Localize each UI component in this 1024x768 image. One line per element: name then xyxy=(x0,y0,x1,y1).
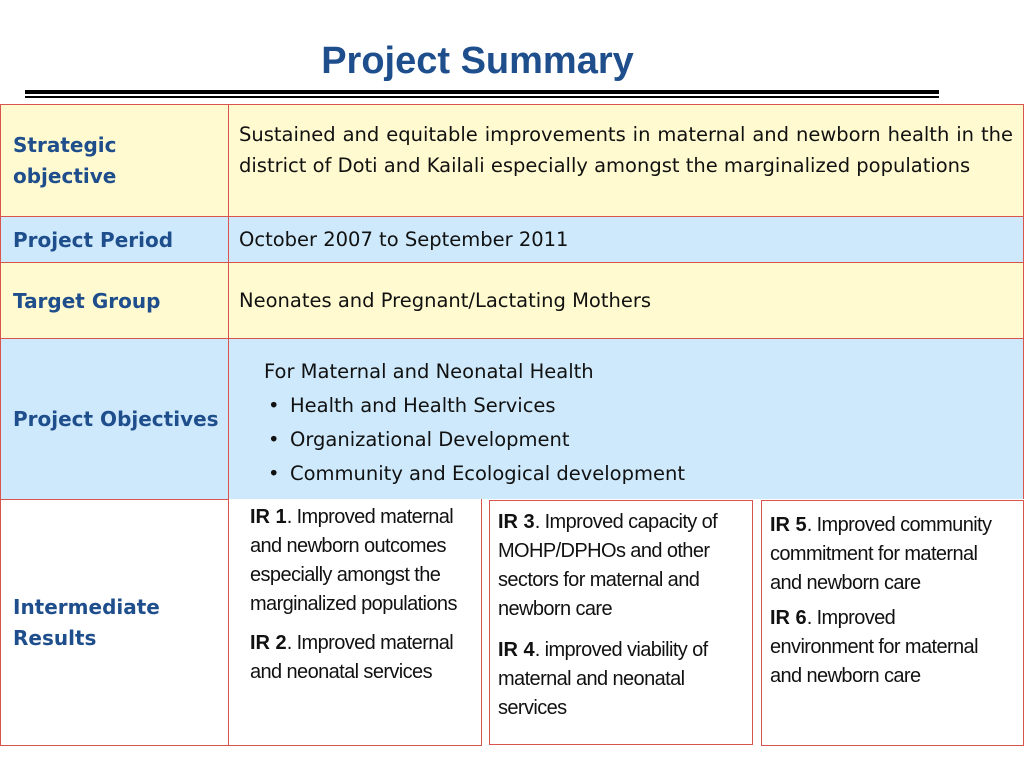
ir-5-id: IR 5 xyxy=(770,514,807,536)
ir-1-id: IR 1 xyxy=(250,506,287,528)
label-intermediate-results xyxy=(0,499,229,746)
label-project-period xyxy=(0,216,229,263)
label-target-group xyxy=(0,262,229,339)
value-target-group xyxy=(228,262,1024,339)
ir-1-text: . Improved maternal and newborn outcomes especially amongst the marginalized populations xyxy=(250,506,457,615)
ir-box-1 xyxy=(228,499,482,746)
ir-2-id: IR 2 xyxy=(250,632,287,654)
page-title: Project Summary xyxy=(321,40,634,82)
label-project-objectives xyxy=(0,338,229,500)
ir-4-text: . improved viability of maternal and neonatal services xyxy=(498,639,708,719)
value-strategic-objective-text: Sustained and equitable improvements in maternal and newborn health in the district of Doti and Kailali especially amongst the marginalized populations xyxy=(239,123,1013,177)
value-strategic-objective xyxy=(228,104,1024,217)
ir-4 xyxy=(498,636,744,723)
ir-box-3 xyxy=(761,500,1024,746)
value-target-group-text: Neonates and Pregnant/Lactating Mothers xyxy=(239,289,652,312)
row-project-period xyxy=(0,216,1024,263)
value-project-period xyxy=(228,216,1024,263)
ir-6 xyxy=(770,604,1001,691)
objective-item: • Health and Health Services xyxy=(264,389,1013,423)
ir-2-text: . Improved maternal and neonatal services xyxy=(250,632,454,683)
label-strategic-objective xyxy=(0,104,229,217)
ir-5 xyxy=(770,511,1001,598)
value-project-objectives xyxy=(228,338,1024,500)
label-strategic-objective-text: Strategic objective xyxy=(13,132,117,188)
row-target-group xyxy=(0,262,1024,339)
row-project-objectives xyxy=(0,338,1024,500)
value-project-period-text: October 2007 to September 2011 xyxy=(239,228,569,251)
label-project-period-text: Project Period xyxy=(13,227,174,252)
objective-item: • Organizational Development xyxy=(264,423,1013,457)
title-rule-thin xyxy=(25,96,939,98)
ir-3-id: IR 3 xyxy=(498,511,535,533)
ir-3 xyxy=(498,508,744,624)
ir-5-text: . Improved community commitment for maternal and newborn care xyxy=(770,514,992,594)
objective-item: • Community and Ecological development xyxy=(264,457,1013,491)
ir-6-text: . Improved environment for maternal and newborn care xyxy=(770,607,978,687)
label-intermediate-results-text: Intermediate Results xyxy=(13,594,160,650)
ir-1 xyxy=(250,503,473,619)
ir-4-id: IR 4 xyxy=(498,639,535,661)
label-project-objectives-text: Project Objectives xyxy=(13,407,219,431)
ir-6-id: IR 6 xyxy=(770,607,807,629)
objectives-list xyxy=(264,389,1013,491)
ir-box-2 xyxy=(489,500,753,745)
row-strategic-objective xyxy=(0,104,1024,217)
label-target-group-text: Target Group xyxy=(13,288,161,313)
ir-3-text: . Improved capacity of MOHP/DPHOs and other sectors for maternal and newborn care xyxy=(498,511,718,620)
objectives-heading: For Maternal and Neonatal Health xyxy=(264,360,594,383)
ir-2 xyxy=(250,629,473,687)
title-rule-thick xyxy=(25,90,939,94)
